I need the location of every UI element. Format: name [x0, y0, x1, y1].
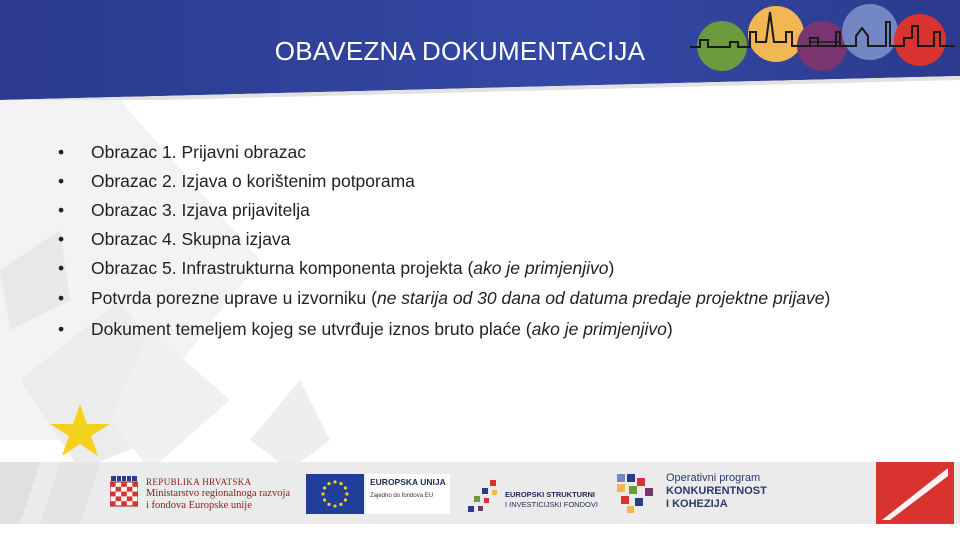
list-item-text: Dokument temeljem kojeg se utvrđuje iznos bruto plaće (ako je primjenjivo) [91, 319, 673, 339]
star-icon [48, 402, 112, 458]
italic-note: ako je primjenjivo [473, 258, 609, 278]
list-item-text: Obrazac 4. Skupna izjava [91, 229, 291, 249]
bullet: • [58, 171, 65, 191]
list-item [58, 283, 918, 315]
list-item-text: Potvrda porezne uprave u izvorniku (ne starija od 30 dana od datuma predaje projektne prijave) [91, 288, 831, 308]
opkk-logo-icon [615, 472, 659, 514]
list-item [58, 225, 918, 254]
bullet: • [58, 142, 65, 162]
bullet: • [58, 319, 65, 339]
bullet: • [58, 229, 65, 249]
list-item [58, 167, 918, 196]
esif-logo-icon [468, 480, 504, 514]
eu-label: EUROPSKA UNIJA Zajedno do fondova EU [366, 474, 450, 514]
italic-note: ako je primjenjivo [531, 319, 667, 339]
esif-label: EUROPSKI STRUKTURNI I INVESTICIJSKI FONDOVI [505, 490, 598, 509]
list-item [58, 254, 918, 283]
ministry-label: REPUBLIKA HRVATSKA Ministarstvo regionalnoga razvoja i fondova Europske unije [146, 477, 291, 511]
italic-note: ne starija od 30 dana od datuma predaje projektne prijave [376, 288, 825, 308]
city-skyline-logo [690, 2, 955, 72]
corner-brand-icon [876, 462, 954, 524]
document-list [58, 138, 918, 344]
list-item [58, 315, 918, 344]
list-item [58, 138, 918, 167]
header [0, 0, 960, 100]
eu-flag-icon [306, 474, 364, 514]
bullet: • [58, 288, 65, 308]
list-item [58, 196, 918, 225]
list-item-text: Obrazac 2. Izjava o korištenim potporama [91, 171, 415, 191]
croatia-coat-of-arms-icon [110, 476, 138, 512]
list-item-text: Obrazac 5. Infrastrukturna komponenta projekta (ako je primjenjivo) [91, 258, 615, 278]
bullet: • [58, 258, 65, 278]
bullet: • [58, 200, 65, 220]
page-title: OBAVEZNA DOKUMENTACIJA [274, 36, 646, 66]
list-item-text: Obrazac 3. Izjava prijavitelja [91, 200, 310, 220]
list-item-text: Obrazac 1. Prijavni obrazac [91, 142, 306, 162]
opkk-label: Operativni program KONKURENTNOST I KOHEZIJA [666, 472, 767, 510]
